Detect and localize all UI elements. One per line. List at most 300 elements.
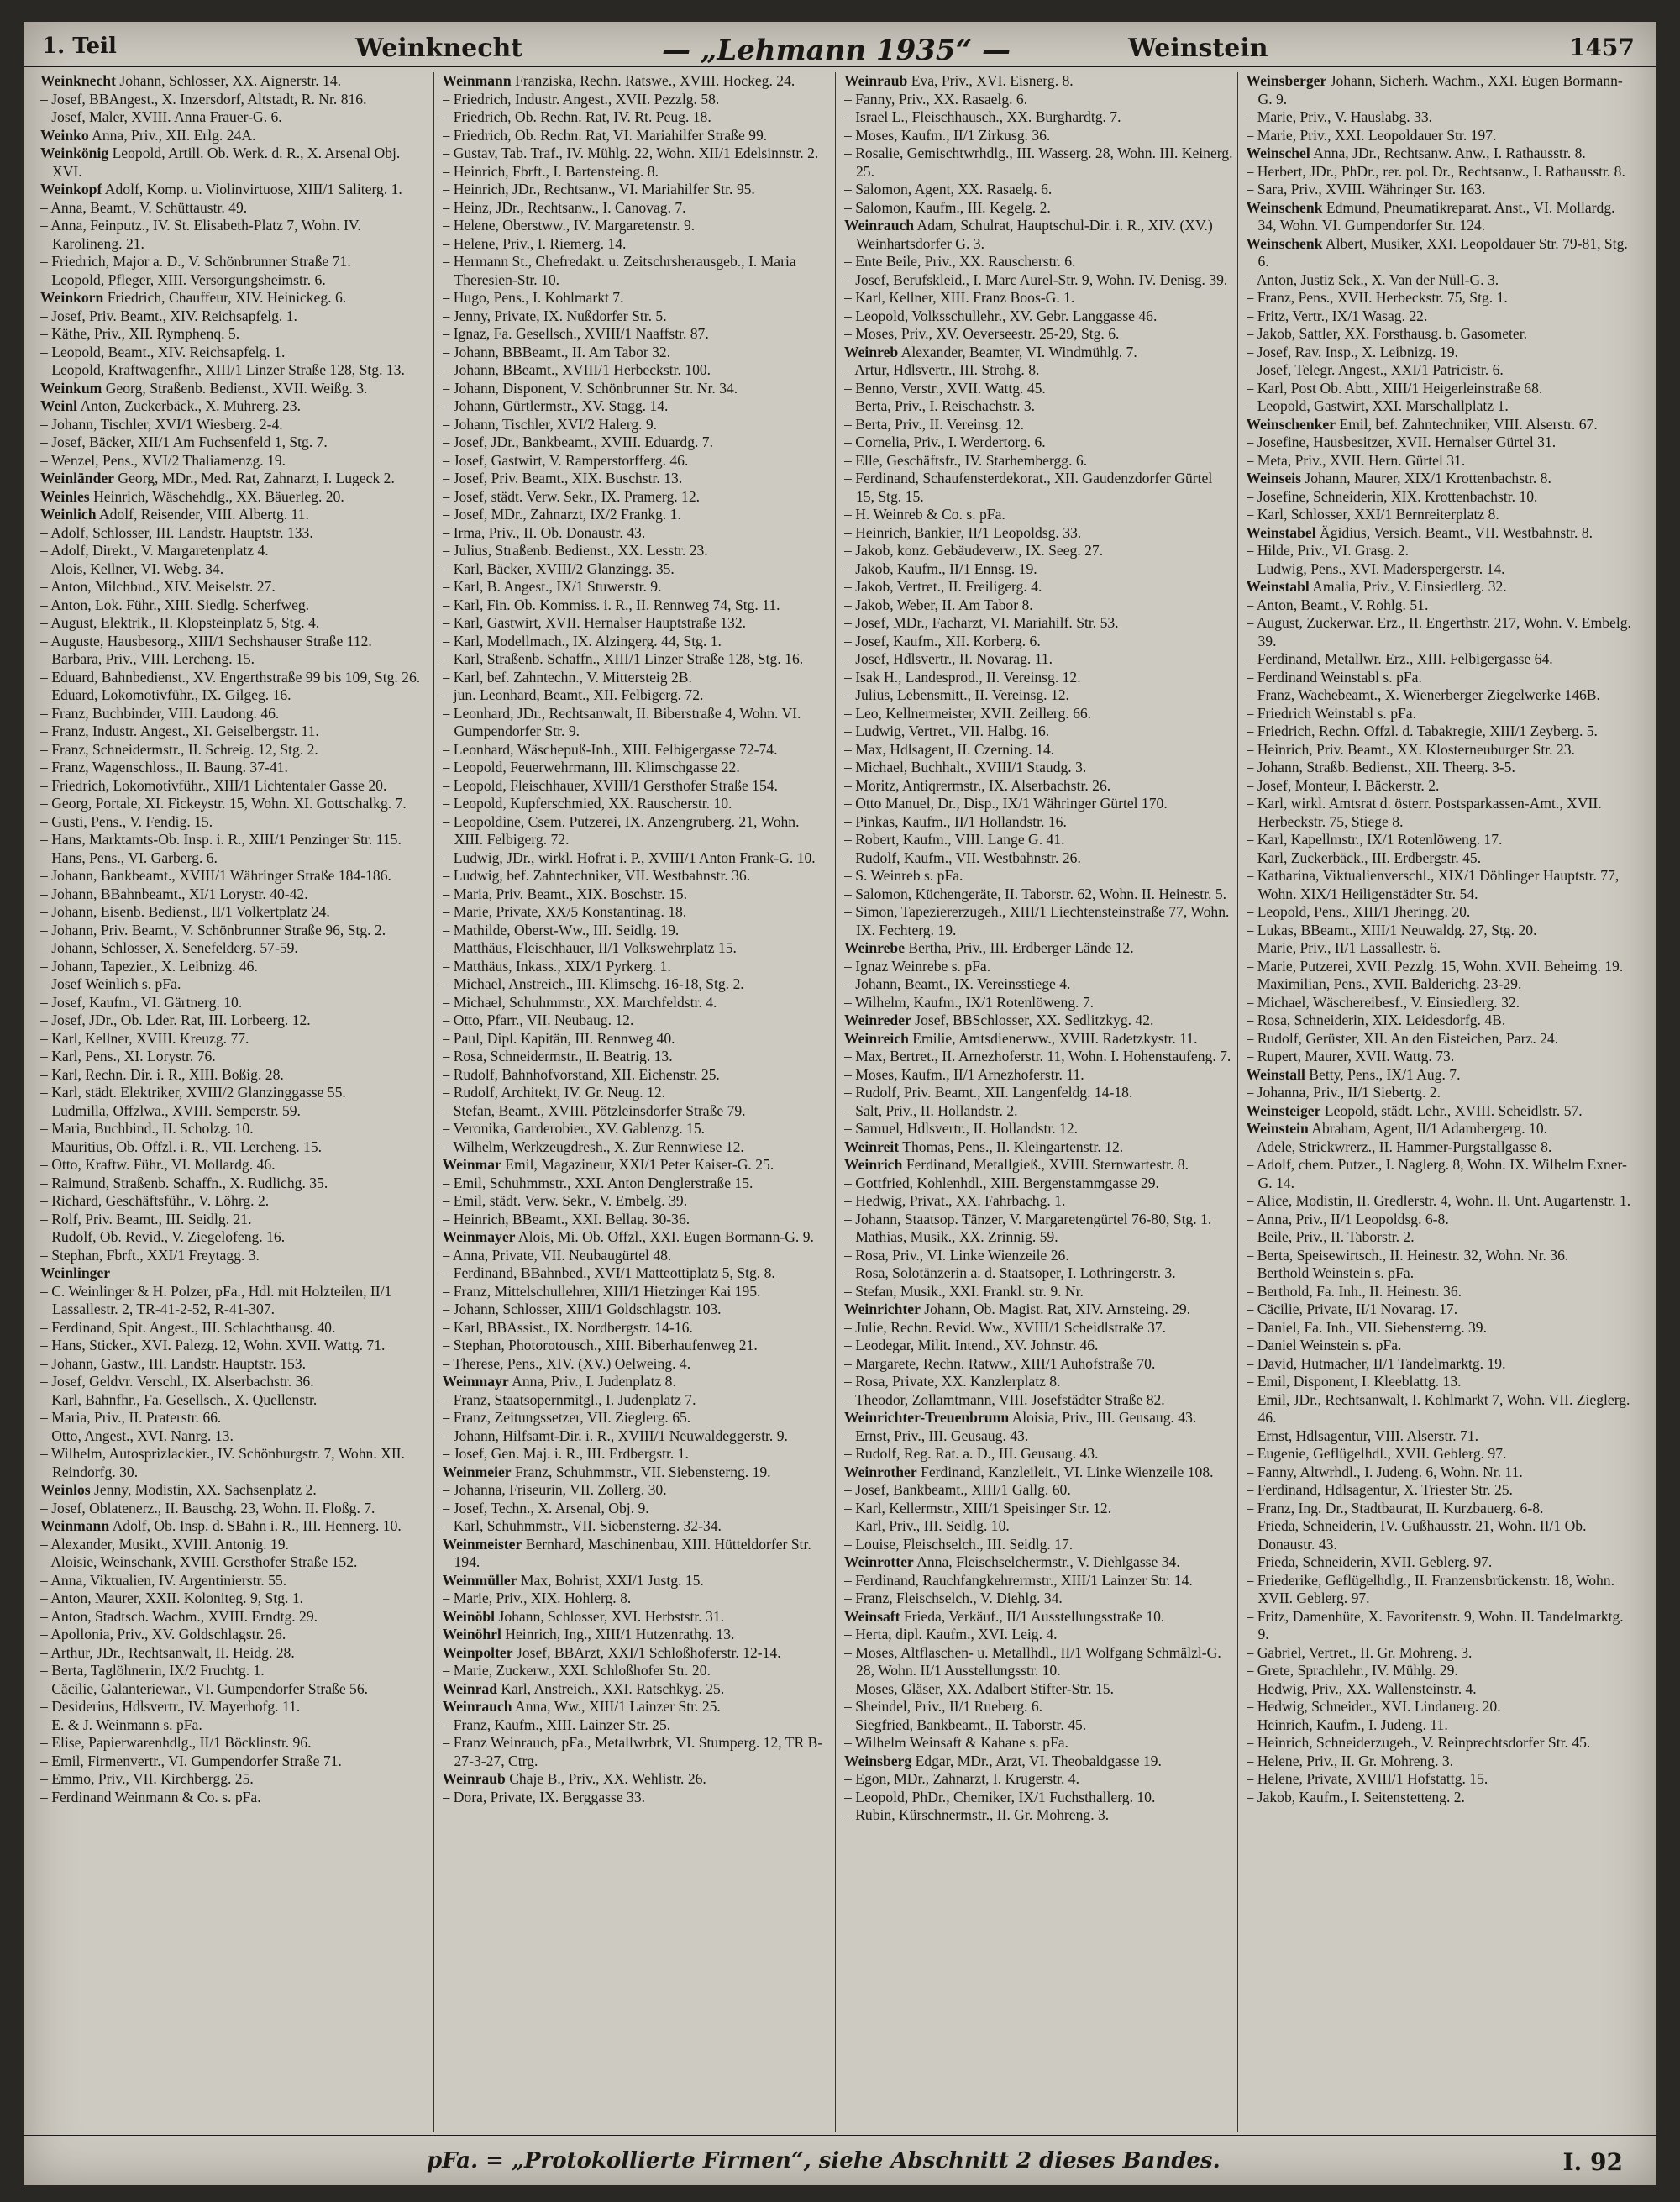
- entry-details: – Josef, Priv. Beamt., XIV. Reichsapfelg. 1.: [40, 307, 297, 324]
- entry-surname: Weinreb: [844, 343, 899, 360]
- entry-details: – Josef, Gastwirt, V. Ramperstorfferg. 46.: [442, 451, 689, 469]
- column-2: [443, 72, 837, 2132]
- entry-details: – Johann, Tischler, XVI/1 Wiesberg. 2-4.: [40, 415, 283, 433]
- entry-details: Thomas, Pens., II. Kleingartenstr. 12.: [902, 1138, 1124, 1155]
- directory-entry: [443, 217, 832, 235]
- entry-surname: Weinl: [40, 397, 77, 414]
- entry-details: – S. Weinreb s. pFa.: [844, 867, 963, 884]
- entry-details: – Friedrich, Ob. Rechn. Rat, IV. Rt. Peug. 18.: [442, 108, 711, 125]
- entry-details: – Josef, Kaufm., XII. Korberg. 6.: [844, 632, 1041, 649]
- directory-entry: [844, 1716, 1234, 1735]
- entry-details: – Josef Weinlich s. pFa.: [40, 975, 181, 992]
- entry-details: – Heinrich, BBeamt., XXI. Bellag. 30-36.: [442, 1210, 690, 1227]
- entry-surname: Weinles: [40, 487, 90, 505]
- entry-details: Emil, Magazineur, XXI/1 Peter Kaiser-G. 25.: [505, 1156, 774, 1173]
- entry-details: Heinrich, Wäschehdlg., XX. Bäuerleg. 20.: [93, 487, 344, 505]
- directory-entry: [1247, 72, 1637, 108]
- entry-details: – Rosalie, Gemischtwrhdlg., III. Wasserg. 28, Wohn. III. Keinerg. 25.: [844, 145, 1233, 180]
- directory-entry: [1247, 1789, 1637, 1807]
- directory-entry: [443, 1409, 832, 1427]
- entry-details: – Rudolf, Reg. Rat. a. D., III. Geusaug. 43.: [844, 1445, 1099, 1462]
- directory-entry: [443, 181, 832, 199]
- entry-details: Heinrich, Ing., XIII/1 Hutzenrathg. 13.: [505, 1626, 735, 1642]
- entry-surname: Weinrichter-Treuenbrunn: [844, 1409, 1010, 1426]
- directory-entry: [40, 434, 430, 452]
- entry-details: – H. Weinreb & Co. s. pFa.: [844, 506, 1005, 523]
- entry-details: – Matthäus, Fleischhauer, II/1 Volkswehrplatz 15.: [442, 939, 737, 956]
- entry-details: – Ferdinand Weinmann & Co. s. pFa.: [40, 1788, 261, 1805]
- directory-entry: [40, 723, 430, 741]
- entry-details: – Wilhelm, Werkzeugdresh., X. Zur Rennwiese 12.: [442, 1138, 744, 1155]
- directory-entry: [844, 91, 1234, 109]
- entry-details: – Josefine, Schneiderin, XIX. Krottenbachstr. 10.: [1246, 487, 1538, 505]
- directory-entry: [1247, 1698, 1637, 1716]
- entry-details: – Auguste, Hausbesorg., XIII/1 Sechshauser Straße 112.: [40, 632, 372, 649]
- entry-details: – Georg, Portale, XI. Fickeystr. 15, Wohn. XI. Gottschalkg. 7.: [40, 795, 407, 812]
- entry-details: Ferdinand, Metallgieß., XVIII. Sternwartestr. 8.: [906, 1156, 1189, 1173]
- directory-entry: [844, 325, 1234, 344]
- page-footer: [24, 2135, 1656, 2185]
- directory-entry: [1247, 1427, 1637, 1446]
- entry-details: – Jakob, Kaufm., I. Seitenstetteng. 2.: [1246, 1788, 1465, 1805]
- directory-entry: [443, 849, 832, 868]
- directory-entry: [443, 1481, 832, 1500]
- entry-details: – Maximilian, Pens., XVII. Balderichg. 23-29.: [1246, 975, 1522, 992]
- entry-details: – Moses, Priv., XV. Oeverseestr. 25-29, Stg. 6.: [844, 325, 1120, 342]
- entry-details: – Johann, Hilfsamt-Dir. i. R., XVIII/1 Neuwaldeggerstr. 9.: [442, 1427, 788, 1444]
- entry-details: – Karl, Rechn. Dir. i. R., XIII. Boßig. 28.: [40, 1065, 284, 1083]
- directory-entry: [1247, 380, 1637, 398]
- directory-entry: [40, 72, 430, 91]
- entry-details: – Marie, Zuckerw., XXI. Schloßhofer Str. 20.: [442, 1662, 711, 1679]
- directory-entry: [443, 1247, 832, 1265]
- entry-surname: Weinmeister: [442, 1535, 522, 1553]
- directory-entry: [844, 199, 1234, 218]
- entry-details: – Karl, Kapellmstr., IX/1 Rotenlöweng. 17.: [1246, 831, 1503, 848]
- directory-entry: [40, 633, 430, 651]
- directory-entry: [40, 91, 430, 109]
- directory-entry: [40, 1192, 430, 1211]
- directory-entry: [443, 1192, 832, 1211]
- entry-details: – Veronika, Garderobier., XV. Gablenzg. 15.: [442, 1120, 706, 1137]
- directory-entry: [443, 686, 832, 705]
- directory-entry: [844, 217, 1234, 253]
- entry-details: – Josef, Bäcker, XII/1 Am Fuchsenfeld 1, Stg. 7.: [40, 434, 328, 450]
- entry-details: Anton, Zuckerbäck., X. Muhrerg. 23.: [80, 397, 301, 414]
- directory-entry: [40, 705, 430, 723]
- directory-entry: [844, 253, 1234, 271]
- directory-entry: [40, 669, 430, 687]
- directory-entry: [1247, 1247, 1637, 1265]
- entry-details: Frieda, Verkäuf., II/1 Ausstellungsstraße 10.: [903, 1607, 1165, 1625]
- entry-details: – Julius, Lebensmitt., II. Vereinsg. 12.: [844, 686, 1069, 703]
- entry-details: Bertha, Priv., III. Erdberger Lände 12.: [908, 939, 1134, 956]
- directory-entry: [40, 975, 430, 994]
- directory-entry: [443, 1283, 832, 1301]
- directory-entry: [844, 1391, 1234, 1410]
- directory-entry: [1247, 344, 1637, 362]
- entry-details: – Franz, Fleischselch., V. Diehlg. 34.: [844, 1590, 1063, 1606]
- entry-details: – Benno, Verstr., XVII. Wattg. 45.: [844, 379, 1046, 397]
- entry-surname: Weinschel: [1246, 145, 1310, 161]
- entry-details: – Johann, Beamt., IX. Vereinsstiege 4.: [844, 975, 1071, 992]
- directory-entry: [443, 199, 832, 218]
- entry-details: – Leopoldine, Csem. Putzerei, IX. Anzengruberg. 21, Wohn. XIII. Felbigerg. 72.: [442, 812, 800, 848]
- entry-surname: Weinrad: [442, 1679, 497, 1697]
- entry-surname: Weinstabl: [1246, 578, 1310, 595]
- directory-entry: [844, 1553, 1234, 1572]
- directory-entry: [40, 686, 430, 705]
- directory-entry: [844, 1536, 1234, 1554]
- entry-surname: Weinöhrl: [442, 1626, 501, 1642]
- entry-details: – Anton, Stadtsch. Wachm., XVIII. Erndtg. 29.: [40, 1607, 318, 1625]
- directory-page: [24, 22, 1656, 2185]
- directory-entry: [1247, 397, 1637, 416]
- directory-entry: [40, 1680, 430, 1699]
- entry-details: Franziska, Rechn. Ratswe., XVIII. Hockeg. 24.: [515, 72, 795, 89]
- entry-details: – August, Zuckerwar. Erz., II. Engerthstr. 217, Wohn. V. Embelg. 39.: [1246, 614, 1631, 649]
- entry-details: – Eduard, Lokomotivführ., IX. Gilgeg. 16.: [40, 686, 291, 703]
- entry-details: – Josef, Kaufm., VI. Gärtnerg. 10.: [40, 993, 243, 1011]
- directory-entry: [40, 1753, 430, 1771]
- entry-details: – Margarete, Rechn. Ratww., XIII/1 Auhofstraße 70.: [844, 1354, 1156, 1372]
- entry-details: – Berta, Priv., II. Vereinsg. 12.: [844, 415, 1025, 433]
- directory-entry: [844, 361, 1234, 380]
- entry-details: – Josef, Techn., X. Arsenal, Obj. 9.: [442, 1499, 649, 1516]
- entry-details: – Josef, Geldvr. Verschl., IX. Alserbachstr. 36.: [40, 1373, 314, 1390]
- entry-details: – Johann, BBBeamt., II. Am Tabor 32.: [442, 343, 671, 360]
- entry-details: – Helene, Private, XVIII/1 Hofstattg. 15.: [1246, 1770, 1488, 1787]
- directory-entry: [443, 669, 832, 687]
- entry-details: – Moses, Kaufm., II/1 Arnezhoferstr. 11.: [844, 1065, 1084, 1083]
- directory-entry: [844, 1644, 1234, 1680]
- directory-entry: [844, 434, 1234, 452]
- directory-entry: [40, 199, 430, 218]
- directory-entry: [1247, 1012, 1637, 1030]
- directory-entry: [443, 578, 832, 596]
- directory-entry: [40, 506, 430, 524]
- entry-details: – Emil, JDr., Rechtsanwalt, I. Kohlmarkt 7, Wohn. VII. Zieglerg. 46.: [1246, 1390, 1630, 1426]
- entry-details: – Leopold, Pens., XIII/1 Jheringg. 20.: [1246, 903, 1471, 920]
- directory-entry: [844, 650, 1234, 669]
- directory-entry: [1247, 1753, 1637, 1771]
- entry-details: – Gabriel, Vertret., II. Gr. Mohreng. 3.: [1246, 1643, 1473, 1661]
- directory-entry: [443, 344, 832, 362]
- directory-entry: [40, 813, 430, 832]
- directory-entry: [40, 1319, 430, 1337]
- directory-entry: [443, 759, 832, 777]
- directory-entry: [40, 1102, 430, 1121]
- directory-entry: [1247, 488, 1637, 507]
- directory-entry: [1247, 1120, 1637, 1138]
- entry-details: – Leo, Kellnermeister, XVII. Zeillerg. 66.: [844, 704, 1092, 722]
- directory-entry: [443, 488, 832, 507]
- directory-entry: [844, 560, 1234, 579]
- entry-details: – Karl, Schlosser, XXI/1 Bernreiterplatz 8.: [1246, 506, 1499, 523]
- directory-entry: [1247, 650, 1637, 669]
- entry-details: – Therese, Pens., XIV. (XV.) Oelweing. 4.: [442, 1354, 691, 1372]
- entry-details: – Desiderius, Hdlsvertr., IV. Mayerhofg. 11.: [40, 1698, 301, 1715]
- entry-details: – Anna, Feinputz., IV. St. Elisabeth-Platz 7, Wohn. IV. Karolineng. 21.: [40, 217, 361, 252]
- entry-details: Josef, BBSchlosser, XX. Sedlitzkyg. 42.: [915, 1012, 1154, 1028]
- directory-entry: [844, 271, 1234, 290]
- entry-details: – Johann, Straßb. Bedienst., XII. Theerg. 3-5.: [1246, 759, 1515, 775]
- entry-details: – Hedwig, Priv., XX. Wallensteinstr. 4.: [1246, 1679, 1477, 1697]
- entry-details: – Berta, Priv., I. Reischachstr. 3.: [844, 397, 1036, 414]
- entry-details: Alexander, Beamter, VI. Windmühlg. 7.: [900, 343, 1137, 360]
- directory-entry: [844, 1355, 1234, 1374]
- directory-entry: [443, 235, 832, 254]
- directory-entry: [443, 397, 832, 416]
- entry-details: – Wilhelm, Kaufm., IX/1 Rotenlöweng. 7.: [844, 993, 1095, 1011]
- entry-details: – Salomon, Kaufm., III. Kegelg. 2.: [844, 198, 1051, 216]
- directory-entry: [443, 1464, 832, 1482]
- entry-details: – Leodegar, Milit. Intend., XV. Johnstr. 46.: [844, 1337, 1099, 1353]
- entry-details: – Katharina, Viktualienverschl., XIX/1 Döblinger Hauptstr. 77, Wohn. XIX/1 Heiligenstädter Str. 54.: [1246, 867, 1620, 902]
- entry-details: – Cäcilie, Private, II/1 Novarag. 17.: [1246, 1301, 1458, 1317]
- directory-entry: [844, 813, 1234, 832]
- entry-details: – Karl, Zuckerbäck., III. Erdbergstr. 45.: [1246, 849, 1482, 866]
- entry-details: – Franz, Kaufm., XIII. Lainzer Str. 25.: [442, 1716, 671, 1733]
- entry-details: – Emil, Disponent, I. Kleeblattg. 13.: [1246, 1373, 1462, 1390]
- entry-details: Albert, Musiker, XXI. Leopoldauer Str. 79-81, Stg. 6.: [1257, 234, 1628, 270]
- entry-details: – Josef, MDr., Zahnarzt, IX/2 Frankg. 1.: [442, 506, 681, 523]
- directory-entry: [40, 380, 430, 398]
- directory-entry: [1247, 1228, 1637, 1247]
- directory-entry: [40, 1517, 430, 1536]
- directory-entry: [844, 470, 1234, 506]
- entry-surname: Weinrichter: [844, 1301, 921, 1317]
- directory-entry: [844, 108, 1234, 127]
- directory-entry: [844, 1102, 1234, 1121]
- directory-entry: [40, 849, 430, 868]
- directory-entry: [844, 958, 1234, 976]
- entry-details: – Rudolf, Architekt, IV. Gr. Neug. 12.: [442, 1084, 666, 1101]
- directory-entry: [40, 1228, 430, 1247]
- entry-details: – Johann, Bankbeamt., XVIII/1 Währinger Straße 184-186.: [40, 867, 391, 884]
- entry-details: – Hugo, Pens., I. Kohlmarkt 7.: [442, 289, 624, 306]
- entry-details: – Otto, Pfarr., VII. Neubaug. 12.: [442, 1012, 634, 1028]
- directory-entry: [443, 614, 832, 633]
- entry-details: – Karl, Schuhmmstr., VII. Siebensterng. 32-34.: [442, 1517, 722, 1534]
- entry-details: Anna, Priv., I. Judenplatz 8.: [512, 1373, 676, 1390]
- directory-entry: [40, 958, 430, 976]
- entry-surname: Weinmüller: [442, 1571, 517, 1589]
- entry-details: – Ferdinand, Metallwr. Erz., XIII. Felbigergasse 64.: [1246, 650, 1553, 667]
- directory-entry: [443, 108, 832, 127]
- entry-details: – Eduard, Bahnbedienst., XV. Engerthstraße 99 bis 109, Stg. 26.: [40, 668, 421, 686]
- directory-entry: [844, 397, 1234, 416]
- directory-entry: [443, 127, 832, 145]
- entry-details: – Heinrich, Schneiderzugeh., V. Reinprechtsdorfer Str. 45.: [1246, 1734, 1591, 1751]
- entry-details: – Alice, Modistin, II. Gredlerstr. 4, Wohn. II. Unt. Augartenstr. 1.: [1246, 1192, 1631, 1209]
- entry-details: – Friedrich, Rechn. Offzl. d. Tabakregie, XIII/1 Zeyberg. 5.: [1246, 723, 1598, 739]
- entry-details: – Artur, Hdlsvertr., III. Strohg. 8.: [844, 361, 1040, 378]
- entry-details: – Franz, Staatsopernmitgl., I. Judenplatz 7.: [442, 1390, 696, 1408]
- entry-details: – Alexander, Musikt., XVIII. Antonig. 19.: [40, 1535, 289, 1553]
- directory-entry: [844, 145, 1234, 181]
- entry-surname: Weinlos: [40, 1481, 91, 1498]
- entry-details: – Johanna, Friseurin, VII. Zollerg. 30.: [442, 1481, 667, 1498]
- entry-details: – Jakob, konz. Gebäudeverw., IX. Seeg. 27.: [844, 542, 1104, 559]
- entry-details: – Dora, Private, IX. Berggasse 33.: [442, 1788, 646, 1805]
- directory-entry: [443, 253, 832, 289]
- directory-entry: [844, 1048, 1234, 1066]
- directory-entry: [40, 777, 430, 796]
- directory-entry: [1247, 163, 1637, 181]
- directory-entry: [443, 506, 832, 524]
- directory-entry: [40, 325, 430, 344]
- directory-entry: [40, 1264, 430, 1283]
- entry-details: – Moritz, Antiqrermstr., IX. Alserbachstr. 26.: [844, 776, 1111, 794]
- directory-entry: [443, 1030, 832, 1048]
- entry-details: – Otto, Kraftw. Führ., VI. Mollardg. 46.: [40, 1156, 276, 1173]
- entry-details: – Josef, BBAngest., X. Inzersdorf, Altstadt, R. Nr. 816.: [40, 90, 367, 108]
- directory-entry: [844, 1590, 1234, 1608]
- entry-details: – Marie, Priv., V. Hauslabg. 33.: [1246, 108, 1433, 125]
- entry-details: – Ernst, Priv., III. Geusaug. 43.: [844, 1427, 1029, 1444]
- directory-entry: [40, 1211, 430, 1229]
- last-entry-heading: Weinstein: [1128, 34, 1268, 63]
- directory-entry: [1247, 939, 1637, 958]
- entry-details: – Ignaz Weinrebe s. pFa.: [844, 957, 991, 975]
- entry-details: – Leopold, PhDr., Chemiker, IX/1 Fuchsthallerg. 10.: [844, 1788, 1156, 1805]
- directory-entry: [844, 686, 1234, 705]
- directory-entry: [844, 1012, 1234, 1030]
- directory-entry: [443, 903, 832, 922]
- entry-details: – Emil, Firmenvertr., VI. Gumpendorfer Straße 71.: [40, 1752, 342, 1769]
- entry-details: Karl, Anstreich., XXI. Ratschkyg. 25.: [501, 1679, 725, 1697]
- entry-details: – Berthold, Fa. Inh., II. Heinestr. 36.: [1246, 1282, 1462, 1300]
- directory-entry: [40, 922, 430, 940]
- entry-details: Friedrich, Chauffeur, XIV. Heinickeg. 6.: [107, 289, 347, 306]
- directory-entry: [40, 1409, 430, 1427]
- entry-details: – Siegfried, Bankbeamt., II. Taborstr. 45.: [844, 1716, 1087, 1733]
- directory-entry: [40, 939, 430, 958]
- entry-details: – Johann, Staatsop. Tänzer, V. Margaretengürtel 76-80, Stg. 1.: [844, 1210, 1212, 1227]
- directory-entry: [844, 1120, 1234, 1138]
- directory-entry: [1247, 1464, 1637, 1482]
- entry-surname: Weinlinger: [40, 1264, 111, 1281]
- entry-details: – David, Hutmacher, II/1 Tandelmarktg. 19.: [1246, 1354, 1506, 1372]
- entry-details: Ferdinand, Kanzleileit., VI. Linke Wienzeile 108.: [921, 1463, 1214, 1480]
- directory-entry: [40, 1644, 430, 1663]
- column-1: [40, 72, 434, 2132]
- directory-entry: [1247, 1445, 1637, 1464]
- directory-entry: [1247, 361, 1637, 380]
- entry-details: – Anton, Beamt., V. Rohlg. 51.: [1246, 596, 1429, 613]
- entry-surname: Weinstein: [1246, 1120, 1309, 1137]
- directory-entry: [1247, 108, 1637, 127]
- entry-details: – Franz, Schneidermstr., II. Schreig. 12, Stg. 2.: [40, 740, 318, 758]
- entry-details: Abraham, Agent, II/1 Adambergerg. 10.: [1311, 1120, 1548, 1137]
- entry-details: – Jakob, Sattler, XX. Forsthausg. b. Gasometer.: [1246, 325, 1528, 342]
- entry-surname: Weinschenk: [1246, 234, 1323, 252]
- entry-details: – Johann, BBahnbeamt., XI/1 Lorystr. 40-42.: [40, 885, 308, 902]
- entry-details: – Leonhard, Wäschepuß-Inh., XIII. Felbigergasse 72-74.: [442, 740, 778, 758]
- entry-surname: Weinreich: [844, 1029, 909, 1047]
- directory-entry: [1247, 1084, 1637, 1102]
- entry-details: Anna, JDr., Rechtsanw. Anw., I. Rathausstr. 8.: [1313, 145, 1586, 161]
- directory-entry: [844, 1175, 1234, 1193]
- entry-details: – Karl, Fin. Ob. Kommiss. i. R., II. Rennweg 74, Stg. 11.: [442, 596, 780, 613]
- directory-entry: [844, 289, 1234, 307]
- entry-details: Emil, bef. Zahntechniker, VIII. Alserstr. 67.: [1339, 415, 1598, 433]
- entry-details: – Sheindel, Priv., II/1 Rueberg. 6.: [844, 1698, 1043, 1715]
- directory-entry: [1247, 1644, 1637, 1663]
- directory-entry: [40, 145, 430, 181]
- directory-entry: [443, 1572, 832, 1590]
- directory-entry: [443, 886, 832, 904]
- entry-details: – Herbert, JDr., PhDr., rer. pol. Dr., Rechtsanw., I. Rathausstr. 8.: [1246, 162, 1625, 180]
- entry-surname: Weinschenker: [1246, 415, 1336, 433]
- directory-entry: [40, 127, 430, 145]
- entry-details: – Leopold, Volksschullehr., XV. Gebr. Langgasse 46.: [844, 307, 1158, 324]
- entry-details: – Karl, Bahnfhr., Fa. Gesellsch., X. Quellenstr.: [40, 1390, 318, 1408]
- directory-entry: [443, 1138, 832, 1157]
- entry-details: – Karl, Kellner, XIII. Franz Boos-G. 1.: [844, 289, 1075, 306]
- directory-entry: [1247, 452, 1637, 470]
- directory-entry: [844, 524, 1234, 543]
- entry-details: – Salt, Priv., II. Hollandstr. 2.: [844, 1101, 1018, 1119]
- directory-entry: [844, 506, 1234, 524]
- directory-entry: [443, 542, 832, 560]
- directory-entry: [443, 1626, 832, 1644]
- entry-details: – Theodor, Zollamtmann, VIII. Josefstädter Straße 82.: [844, 1390, 1165, 1408]
- entry-details: Johann, Sicherh. Wachm., XXI. Eugen Bormann-G. 9.: [1257, 72, 1623, 108]
- entry-details: – Josef, Oblatenerz., II. Bauschg. 23, Wohn. II. Floßg. 7.: [40, 1499, 375, 1516]
- entry-surname: Weinsberger: [1246, 72, 1327, 89]
- directory-entry: [443, 416, 832, 434]
- directory-entry: [1247, 1500, 1637, 1518]
- book-title: — „Lehmann 1935“ —: [662, 34, 1011, 67]
- directory-entry: [40, 1445, 430, 1481]
- entry-details: – Moses, Kaufm., II/1 Zirkusg. 36.: [844, 126, 1051, 144]
- directory-entry: [40, 886, 430, 904]
- directory-entry: [443, 1608, 832, 1627]
- entry-details: – Josef, Berufskleid., I. Marc Aurel-Str. 9, Wohn. IV. Denisg. 39.: [844, 271, 1228, 288]
- entry-details: – Elle, Geschäftsfr., IV. Starhembergg. 6.: [844, 451, 1088, 469]
- entry-surname: Weinseis: [1246, 470, 1301, 486]
- directory-entry: [1247, 271, 1637, 290]
- entry-details: – Rudolf, Ob. Revid., V. Ziegelofeng. 16.: [40, 1228, 286, 1245]
- entry-details: – Heinrich, Priv. Beamt., XX. Klosterneuburger Str. 23.: [1246, 740, 1575, 758]
- directory-entry: [844, 723, 1234, 741]
- directory-entry: [844, 1138, 1234, 1157]
- entry-details: – Leopold, Kraftwagenfhr., XIII/1 Linzer Straße 128, Stg. 13.: [40, 361, 405, 378]
- directory-entry: [40, 1500, 430, 1518]
- directory-entry: [1247, 723, 1637, 741]
- directory-entry: [1247, 1337, 1637, 1355]
- entry-details: – Johann, Gastw., III. Landstr. Hauptstr. 153.: [40, 1354, 306, 1372]
- entry-details: – Ludwig, bef. Zahntechniker, VII. Westbahnstr. 36.: [442, 867, 751, 884]
- directory-entry: [40, 1553, 430, 1572]
- directory-entry: [844, 1066, 1234, 1085]
- entry-details: – Anna, Private, VII. Neubaugürtel 48.: [442, 1246, 672, 1264]
- directory-entry: [1247, 1662, 1637, 1680]
- directory-entry: [40, 596, 430, 615]
- entry-surname: Weinraub: [442, 1770, 506, 1787]
- entry-details: – Maria, Priv. Beamt., XIX. Boschstr. 15.: [442, 885, 688, 902]
- entry-surname: Weinmayr: [442, 1373, 509, 1390]
- directory-entry: [1247, 560, 1637, 579]
- directory-entry: [443, 434, 832, 452]
- directory-entry: [1247, 596, 1637, 615]
- directory-entry: [443, 1102, 832, 1121]
- directory-entry: [844, 181, 1234, 199]
- entry-details: – Gusti, Pens., V. Fendig. 15.: [40, 812, 213, 830]
- entry-details: – Ignaz, Fa. Gesellsch., XVIII/1 Naaffstr. 87.: [442, 325, 709, 342]
